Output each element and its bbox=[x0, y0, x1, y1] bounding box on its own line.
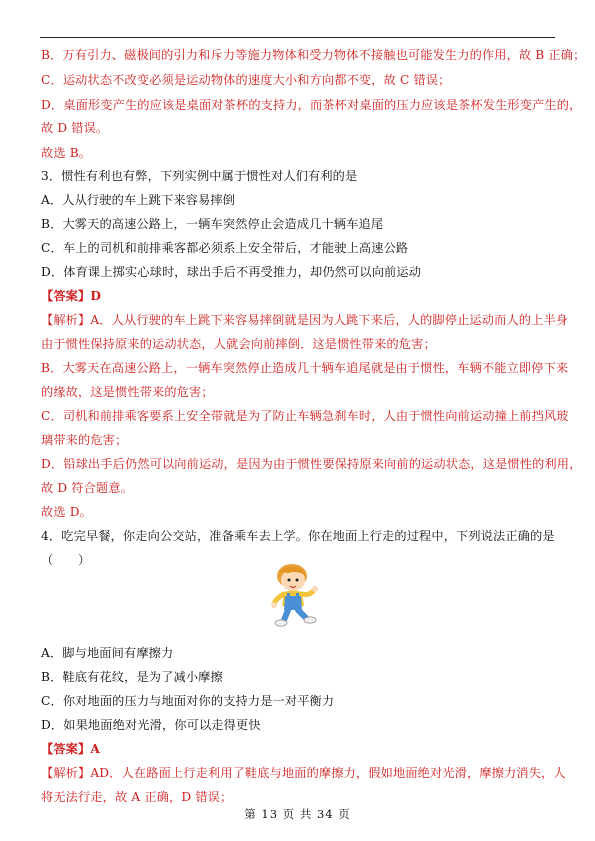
text-line: 3．惯性有利也有弊，下列实例中属于惯性对人们有利的是 bbox=[41, 169, 358, 183]
page-number-footer: 第 13 页 共 34 页 bbox=[244, 807, 351, 821]
text-line: B．鞋底有花纹，是为了减小摩擦 bbox=[41, 670, 223, 684]
text-line: C．你对地面的压力与地面对你的支持力是一对平衡力 bbox=[41, 694, 335, 708]
text-line: （ ） bbox=[41, 553, 91, 567]
text-line: C．运动状态不改变必须是运动物体的速度大小和方向都不变，故 C 错误； bbox=[41, 73, 451, 87]
text-line: 故选 D。 bbox=[41, 505, 92, 519]
text-line: C．司机和前排乘客要系上安全带就是为了防止车辆急刹车时，人由于惯性向前运动撞上前挡风玻 bbox=[41, 409, 569, 423]
text-line: D．桌面形变产生的应该是桌面对茶杯的支持力，而茶杯对桌面的压力应该是茶杯发生形变产生的， bbox=[41, 98, 582, 112]
text-line: A．人从行驶的车上跳下来容易摔倒 bbox=[41, 193, 236, 207]
text-line: C．车上的司机和前排乘客都必须系上安全带后，才能驶上高速公路 bbox=[41, 241, 409, 255]
walking-child-icon bbox=[262, 560, 334, 632]
text-line: B．大雾天的高速公路上，一辆车突然停止会造成几十辆车追尾 bbox=[41, 217, 384, 231]
text-line: 的缘故，这是惯性带来的危害； bbox=[41, 385, 214, 399]
text-line: 故 D 错误。 bbox=[41, 121, 109, 135]
text-line: 故 D 符合题意。 bbox=[41, 481, 133, 495]
text-line: B．万有引力、磁极间的引力和斥力等施力物体和受力物体不接触也可能发生力的作用，故 B 正确； bbox=[41, 48, 586, 62]
text-line: 璃带来的危害； bbox=[41, 433, 128, 447]
text-line: 【解析】A．人从行驶的车上跳下来容易摔倒就是因为人跳下来后，人的脚停止运动而人的上半身 bbox=[41, 313, 569, 327]
text-line: 【解析】AD．人在路面上行走利用了鞋底与地面的摩擦力，假如地面绝对光滑，摩擦力消失，人 bbox=[41, 766, 566, 780]
text-line: D．如果地面绝对光滑，你可以走得更快 bbox=[41, 718, 261, 732]
text-line: 【答案】D bbox=[41, 289, 102, 303]
text-line: 【答案】A bbox=[41, 742, 100, 756]
text-line: B．大雾天在高速公路上，一辆车突然停止造成几十辆车追尾就是由于惯性，车辆不能立即停下来 bbox=[41, 361, 569, 375]
text-line: 由于惯性保持原来的运动状态，人就会向前摔倒．这是惯性带来的危害； bbox=[41, 337, 436, 351]
text-line: 4．吃完早餐，你走向公交站，准备乘车去上学。你在地面上行走的过程中，下列说法正确的是 bbox=[41, 529, 555, 543]
text-line: 将无法行走，故 A 正确，D 错误； bbox=[41, 790, 233, 804]
header-rule bbox=[40, 37, 555, 38]
text-line: D．体育课上掷实心球时，球出手后不再受推力，却仍然可以向前运动 bbox=[41, 265, 422, 279]
text-line: A．脚与地面间有摩擦力 bbox=[41, 646, 174, 660]
text-line: D．铅球出手后仍然可以向前运动，是因为由于惯性要保持原来向前的运动状态，这是惯性的利用， bbox=[41, 457, 582, 471]
text-line: 故选 B。 bbox=[41, 146, 92, 160]
